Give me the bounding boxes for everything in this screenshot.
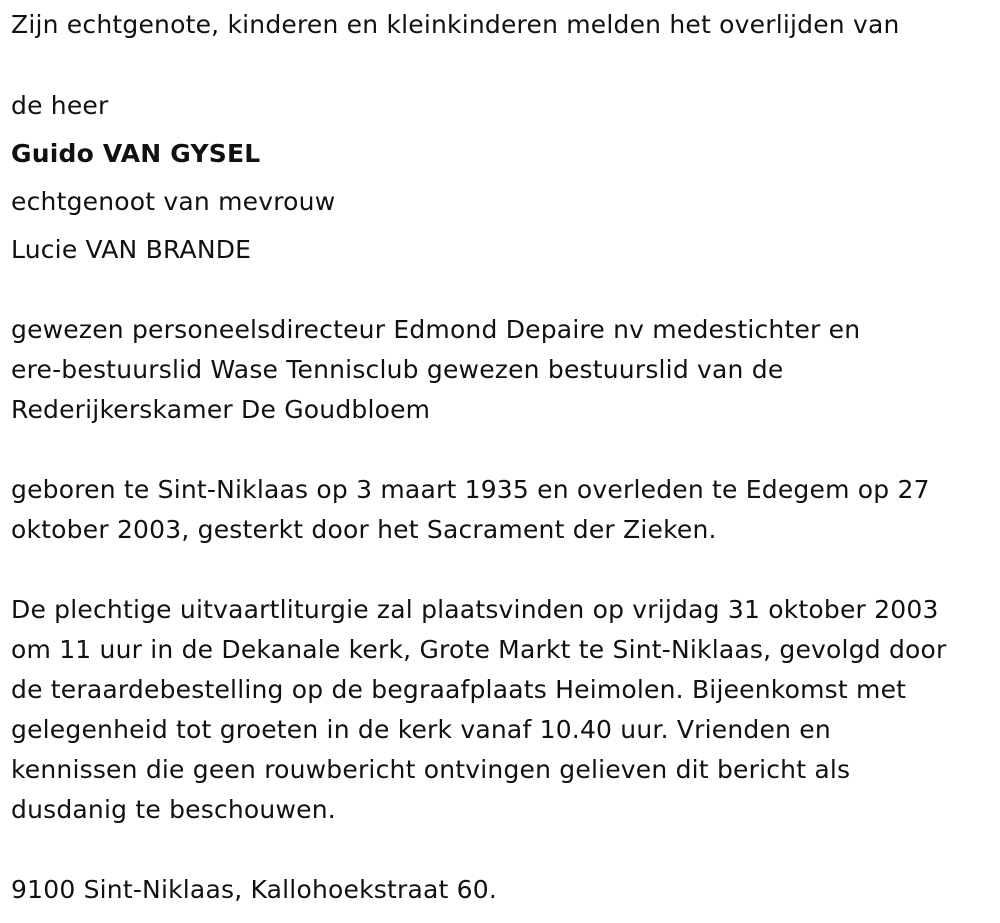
spouse-label: echtgenoot van mevrouw xyxy=(11,187,336,216)
career-line: ere-bestuurslid Wase Tennisclub gewezen bestuurslid van de xyxy=(11,355,784,384)
funeral-line: om 11 uur in de Dekanale kerk, Grote Markt te Sint-Niklaas, gevolgd door xyxy=(11,635,947,664)
funeral-line: dusdanig te beschouwen. xyxy=(11,795,336,824)
address-line: 9100 Sint-Niklaas, Kallohoekstraat 60. xyxy=(11,875,497,904)
funeral-line: gelegenheid tot groeten in de kerk vanaf 10.40 uur. Vrienden en xyxy=(11,715,831,744)
career-line: Rederijkerskamer De Goudbloem xyxy=(11,395,431,424)
spouse-name: Lucie VAN BRANDE xyxy=(11,235,252,264)
birth-death-line: oktober 2003, gesterkt door het Sacrament der Zieken. xyxy=(11,515,717,544)
birth-death-line: geboren te Sint-Niklaas op 3 maart 1935 en overleden te Edegem op 27 xyxy=(11,475,930,504)
funeral-line: de teraardebestelling op de begraafplaats Heimolen. Bijeenkomst met xyxy=(11,675,907,704)
intro-text: Zijn echtgenote, kinderen en kleinkinderen melden het overlijden van xyxy=(11,10,900,39)
title-text: de heer xyxy=(11,91,109,120)
deceased-name: Guido VAN GYSEL xyxy=(11,139,261,168)
funeral-line: De plechtige uitvaartliturgie zal plaatsvinden op vrijdag 31 oktober 2003 xyxy=(11,595,939,624)
career-line: gewezen personeelsdirecteur Edmond Depaire nv medestichter en xyxy=(11,315,861,344)
funeral-line: kennissen die geen rouwbericht ontvingen gelieven dit bericht als xyxy=(11,755,851,784)
